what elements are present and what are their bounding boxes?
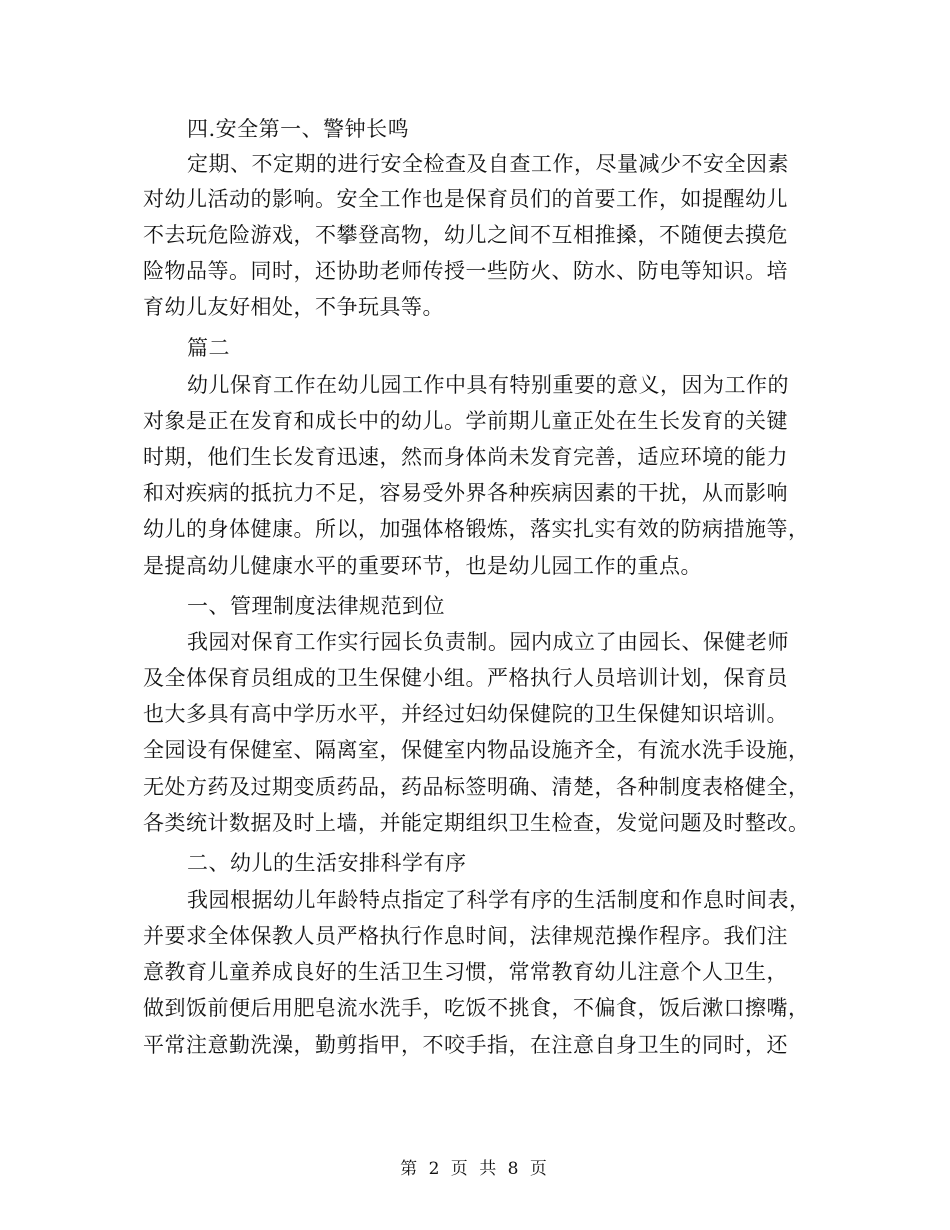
paragraph-line: 平常注意勤洗澡，勤剪指甲，不咬手指，在注意自身卫生的同时，还 [143,1033,788,1057]
paragraph-line: 也大多具有高中学历水平，并经过妇幼保健院的卫生保健知识培训。 [143,702,788,726]
paragraph-line: 对象是正在发育和成长中的幼儿。学前期儿童正处在生长发育的关键 [143,409,788,433]
paragraph-line: 全园设有保健室、隔离室，保健室内物品设施齐全，有流水洗手设施， [143,738,810,762]
paragraph-line: 育幼儿友好相处，不争玩具等。 [143,295,444,319]
paragraph-line: 做到饭前便后用肥皂流水洗手，吃饭不挑食，不偏食，饭后漱口擦嘴， [143,996,810,1020]
section-heading-safety: 四.安全第一、警钟长鸣 [187,117,410,141]
paragraph-line: 对幼儿活动的影响。安全工作也是保育员们的首要工作，如提醒幼儿 [143,187,788,211]
paragraph-line: 和对疾病的抵抗力不足，容易受外界各种疾病因素的干扰，从而影响 [143,481,788,505]
paragraph-line: 无处方药及过期变质药品，药品标签明确、清楚，各种制度表格健全， [143,775,810,799]
paragraph-line: 并要求全体保教人员严格执行作息时间，法律规范操作程序。我们注 [143,924,788,948]
paragraph-line: 定期、不定期的进行安全检查及自查工作，尽量减少不安全因素 [187,152,789,176]
paragraph-line: 各类统计数据及时上墙，并能定期组织卫生检查，发觉问题及时整改。 [143,811,810,835]
paragraph-line: 不去玩危险游戏，不攀登高物，幼儿之间不互相推搡，不随便去摸危 [143,223,788,247]
paragraph-line: 时期，他们生长发育迅速，然而身体尚未发育完善，适应环境的能力 [143,445,788,469]
section-heading-daily-life: 二、幼儿的生活安排科学有序 [187,851,467,875]
paragraph-line: 是提高幼儿健康水平的重要环节，也是幼儿园工作的重点。 [143,554,702,578]
paragraph-line: 我园根据幼儿年龄特点指定了科学有序的生活制度和作息时间表， [187,888,811,912]
section-heading-part-two: 篇二 [187,336,230,360]
paragraph-line: 及全体保育员组成的卫生保健小组。严格执行人员培训计划，保育员 [143,666,788,690]
page-number-footer: 第 2 页 共 8 页 [400,1159,550,1179]
paragraph-line: 幼儿的身体健康。所以，加强体格锻炼，落实扎实有效的防病措施等， [143,517,810,541]
paragraph-line: 我园对保育工作实行园长负责制。园内成立了由园长、保健老师 [187,630,789,654]
section-heading-management: 一、管理制度法律规范到位 [187,594,445,618]
paragraph-line: 幼儿保育工作在幼儿园工作中具有特别重要的意义，因为工作的 [187,373,789,397]
paragraph-line: 险物品等。同时，还协助老师传授一些防火、防水、防电等知识。培 [143,259,788,283]
paragraph-line: 意教育儿童养成良好的生活卫生习惯，常常教育幼儿注意个人卫生， [143,960,788,984]
